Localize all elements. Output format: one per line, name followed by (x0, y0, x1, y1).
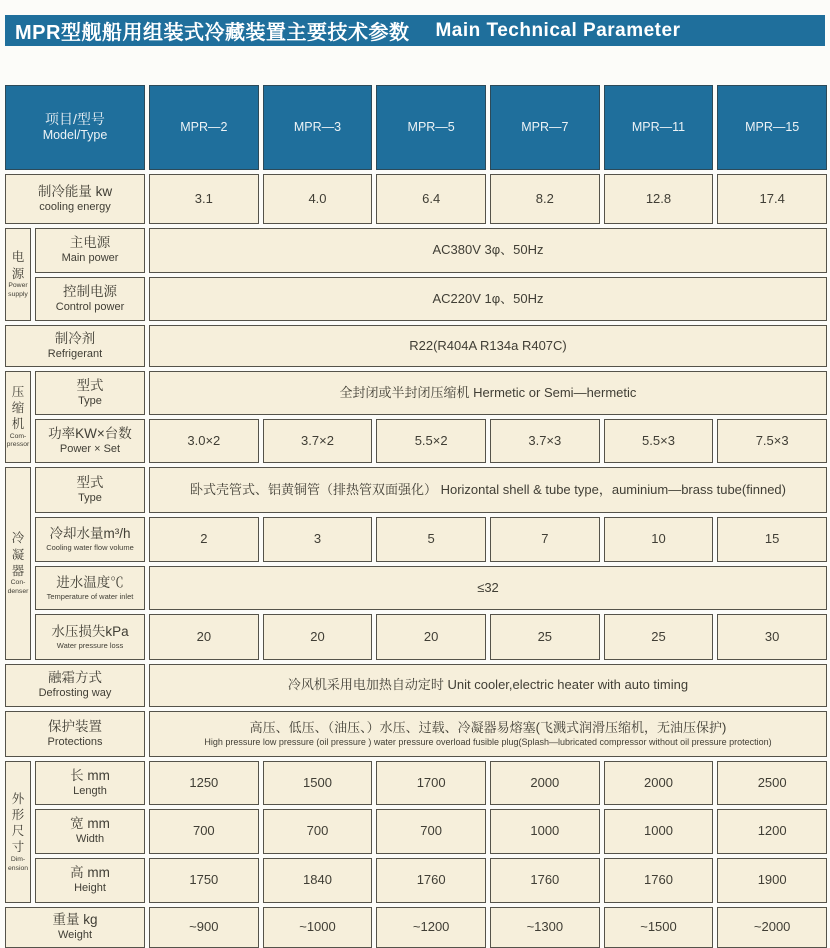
height-value: 1760 (376, 858, 486, 903)
cooling-value: 6.4 (376, 174, 486, 224)
pressure-loss-value: 20 (376, 614, 486, 660)
weight-value: ~1500 (604, 907, 714, 948)
section-compressor: 压缩机 Com- pressor (5, 371, 31, 463)
control-power-value: AC220V 1φ、50Hz (149, 277, 827, 321)
length-value: 1500 (263, 761, 373, 805)
page-title-en: Main Technical Parameter (435, 19, 681, 41)
row-water-inlet-label: 进水温度℃ Temperature of water inlet (35, 566, 145, 610)
length-value: 2500 (717, 761, 827, 805)
width-value: 700 (149, 809, 259, 854)
row-length-label: 长 mm Length (35, 761, 145, 805)
height-value: 1750 (149, 858, 259, 903)
water-inlet-value: ≤32 (149, 566, 827, 610)
width-value: 700 (376, 809, 486, 854)
height-value: 1760 (490, 858, 600, 903)
height-value: 1900 (717, 858, 827, 903)
main-power-value: AC380V 3φ、50Hz (149, 228, 827, 273)
row-pressure-loss-label: 水压损失kPa Water pressure loss (35, 614, 145, 660)
width-value: 700 (263, 809, 373, 854)
length-value: 2000 (490, 761, 600, 805)
height-value: 1760 (604, 858, 714, 903)
cooling-value: 12.8 (604, 174, 714, 224)
length-value: 1250 (149, 761, 259, 805)
header-mpr7: MPR—7 (490, 85, 600, 170)
cooling-value: 8.2 (490, 174, 600, 224)
cooling-value: 4.0 (263, 174, 373, 224)
power-set-value: 7.5×3 (717, 419, 827, 463)
row-control-power-label: 控制电源 Control power (35, 277, 145, 321)
pressure-loss-value: 20 (149, 614, 259, 660)
length-value: 2000 (604, 761, 714, 805)
cooling-water-value: 3 (263, 517, 373, 562)
pressure-loss-value: 25 (604, 614, 714, 660)
weight-value: ~900 (149, 907, 259, 948)
row-cond-type-label: 型式 Type (35, 467, 145, 513)
cooling-water-value: 2 (149, 517, 259, 562)
header-mpr2: MPR—2 (149, 85, 259, 170)
section-condenser: 冷凝器 Con- denser (5, 467, 31, 660)
cooling-water-value: 10 (604, 517, 714, 562)
width-value: 1000 (604, 809, 714, 854)
cooling-value: 3.1 (149, 174, 259, 224)
row-refrigerant-label: 制冷剂 Refrigerant (5, 325, 145, 367)
page-title-zh: MPR型舰船用组装式冷藏装置主要技术参数 (15, 22, 410, 44)
protections-value: 高压、低压、（油压、）水压、过载、冷凝器易熔塞(飞溅式润滑压缩机，无油压保护) High pressure low pressure (oil pressure ) water pressure overload fusible plug(Splash—lubricated compressor without oil pressure protection) (149, 711, 827, 757)
weight-value: ~2000 (717, 907, 827, 948)
power-set-value: 3.7×3 (490, 419, 600, 463)
pressure-loss-value: 30 (717, 614, 827, 660)
length-value: 1700 (376, 761, 486, 805)
row-height-label: 高 mm Height (35, 858, 145, 903)
section-power-supply: 电源 Power supply (5, 228, 31, 321)
header-mpr15: MPR—15 (717, 85, 827, 170)
weight-value: ~1300 (490, 907, 600, 948)
weight-value: ~1000 (263, 907, 373, 948)
pressure-loss-value: 20 (263, 614, 373, 660)
header-label-en: Model/Type (42, 128, 108, 143)
cooling-water-value: 5 (376, 517, 486, 562)
cooling-water-value: 7 (490, 517, 600, 562)
power-set-value: 3.0×2 (149, 419, 259, 463)
header-mpr11: MPR—11 (604, 85, 714, 170)
header-model-type (5, 85, 145, 170)
section-dimension: 外形尺寸 Dim- ension (5, 761, 31, 903)
page-title (5, 15, 825, 46)
weight-value: ~1200 (376, 907, 486, 948)
row-main-power-label: 主电源 Main power (35, 228, 145, 273)
row-power-set-label: 功率KW×台数 Power × Set (35, 419, 145, 463)
width-value: 1000 (490, 809, 600, 854)
power-set-value: 3.7×2 (263, 419, 373, 463)
row-defrost-label: 融霜方式 Defrosting way (5, 664, 145, 707)
parameters-table (5, 85, 827, 948)
power-set-value: 5.5×2 (376, 419, 486, 463)
header-mpr3: MPR—3 (263, 85, 373, 170)
width-value: 1200 (717, 809, 827, 854)
defrost-value: 冷风机采用电加热自动定时 Unit cooler,electric heater with auto timing (149, 664, 827, 707)
header-mpr5: MPR—5 (376, 85, 486, 170)
row-width-label: 宽 mm Width (35, 809, 145, 854)
comp-type-value: 全封闭或半封闭压缩机 Hermetic or Semi—hermetic (149, 371, 827, 415)
cooling-water-value: 15 (717, 517, 827, 562)
power-set-value: 5.5×3 (604, 419, 714, 463)
height-value: 1840 (263, 858, 373, 903)
header-label-zh: 项目/型号 (45, 110, 105, 127)
row-comp-type-label: 型式 Type (35, 371, 145, 415)
cooling-value: 17.4 (717, 174, 827, 224)
row-protections-label: 保护装置 Protections (5, 711, 145, 757)
row-weight-label: 重量 kg Weight (5, 907, 145, 948)
refrigerant-value: R22(R404A R134a R407C) (149, 325, 827, 367)
row-cooling-water-label: 冷却水量m³/h Cooling water flow volume (35, 517, 145, 562)
row-cooling-label: 制冷能量 kw cooling energy (5, 174, 145, 224)
pressure-loss-value: 25 (490, 614, 600, 660)
cond-type-value: 卧式壳管式、铝黄铜管（排热管双面强化） Horizontal shell & tube type，auminium—brass tube(finned) (149, 467, 827, 513)
